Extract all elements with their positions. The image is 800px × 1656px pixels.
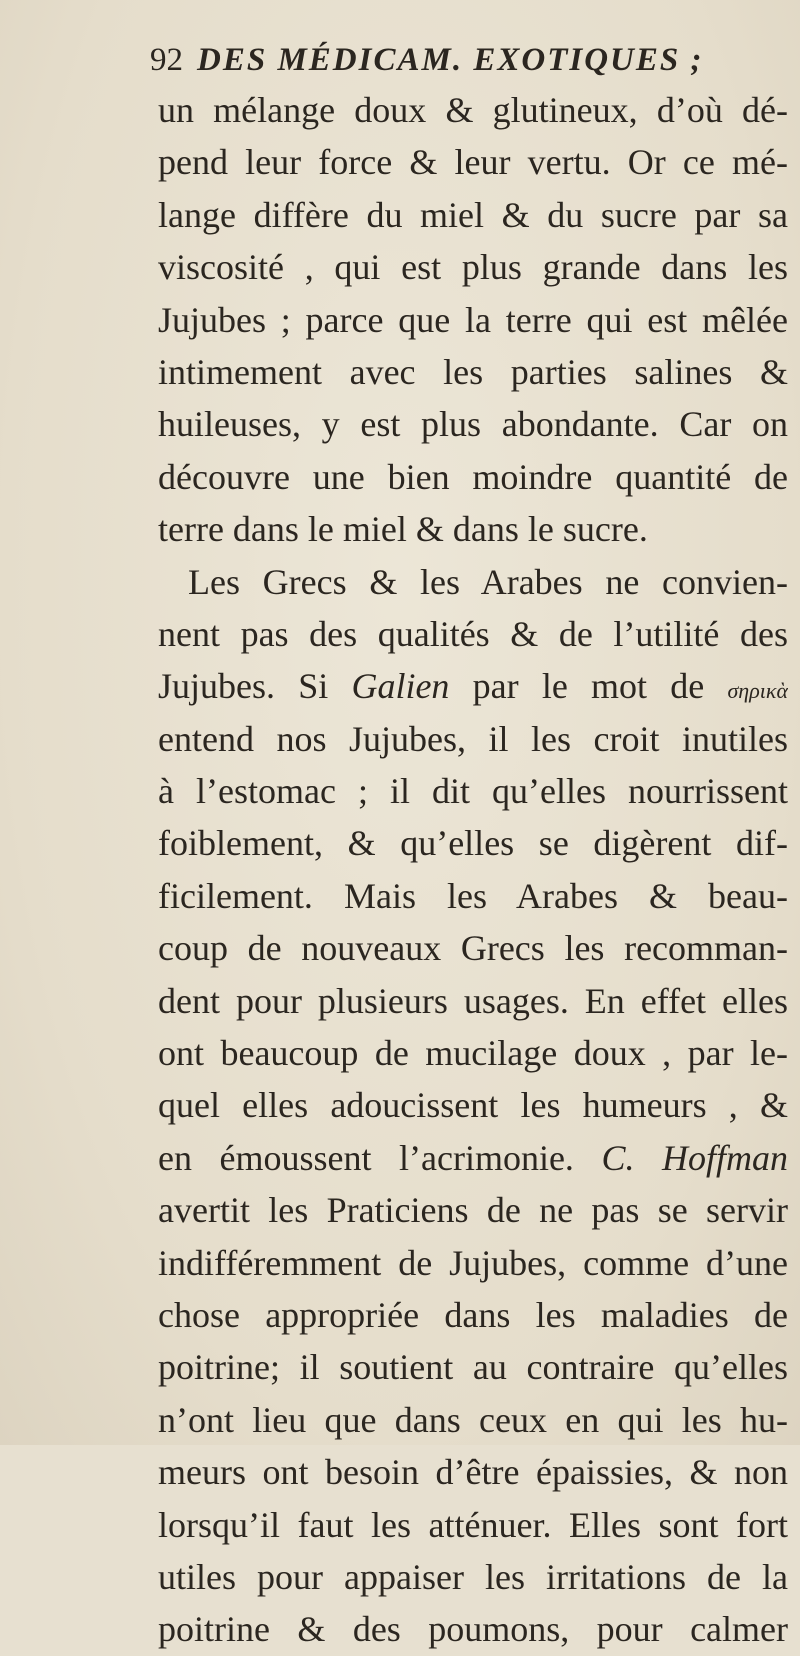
page-number: 92 (150, 42, 183, 78)
text-segment-italic: Galien (351, 666, 450, 707)
text-line: Jujubes ; parce que la terre qui est mêlée (158, 299, 788, 340)
text-segment-greek: σηρικὰ (727, 678, 788, 704)
text-line: n’ont lieu que dans ceux en qui les hu- (158, 1399, 788, 1440)
text-line: foiblement, & qu’elles se digèrent dif- (158, 823, 788, 864)
text-line: indifféremment de Jujubes, comme d’une (158, 1242, 788, 1283)
text-line: à l’estomac ; il dit qu’elles nourrissent (158, 771, 788, 812)
text-line: coup de nouveaux Grecs les recomman- (158, 928, 788, 969)
text-line: chose appropriée dans les maladies de (158, 1294, 788, 1335)
text-segment: Jujubes. Si (158, 666, 352, 707)
text-line: huileuses, y est plus abondante. Car on (158, 404, 788, 445)
text-line: quel elles adoucissent les humeurs , & (158, 1085, 788, 1126)
text-line: poitrine; il soutient au contraire qu’elles (158, 1347, 788, 1388)
text-line: meurs ont besoin d’être épaissies, & non (158, 1452, 788, 1493)
text-line: Les Grecs & les Arabes ne convien- (188, 561, 788, 602)
text-line (158, 1132, 788, 1184)
body-text (158, 84, 788, 1656)
text-segment-italic: C. Hoffman (601, 1137, 788, 1178)
text-line: nent pas des qualités & de l’utilité des (158, 613, 788, 654)
text-line: poitrine & des poumons, pour calmer (158, 1609, 788, 1650)
text-line: pend leur force & leur vertu. Or ce mé- (158, 142, 788, 183)
text-line: lange diffère du miel & du sucre par sa (158, 194, 788, 235)
text-line: utiles pour appaiser les irritations de la (158, 1556, 788, 1597)
text-line (158, 660, 788, 712)
text-line: un mélange doux & glutineux, d’où dé- (158, 90, 788, 130)
text-line: intimement avec les parties salines & (158, 351, 788, 392)
text-segment: par le mot de (449, 666, 728, 707)
text-line: ficilement. Mais les Arabes & beau- (158, 875, 788, 916)
text-line: découvre une bien moindre quantité de (158, 456, 788, 497)
text-line: avertit les Praticiens de ne pas se servir (158, 1190, 788, 1231)
running-header (150, 36, 790, 84)
text-line: dent pour plusieurs usages. En effet elles (158, 980, 788, 1021)
text-line: ont beaucoup de mucilage doux , par le- (158, 1033, 788, 1074)
text-line: terre dans le miel & dans le sucre. (158, 509, 648, 550)
text-line: viscosité , qui est plus grande dans les (158, 247, 788, 288)
text-line: entend nos Jujubes, il les croit inutiles (158, 718, 788, 759)
text-line: lorsqu’il faut les atténuer. Elles sont fort (158, 1504, 788, 1545)
running-title: DES MÉDICAM. EXOTIQUES ; (197, 42, 704, 78)
text-segment: en émoussent l’acrimonie. (158, 1137, 602, 1178)
